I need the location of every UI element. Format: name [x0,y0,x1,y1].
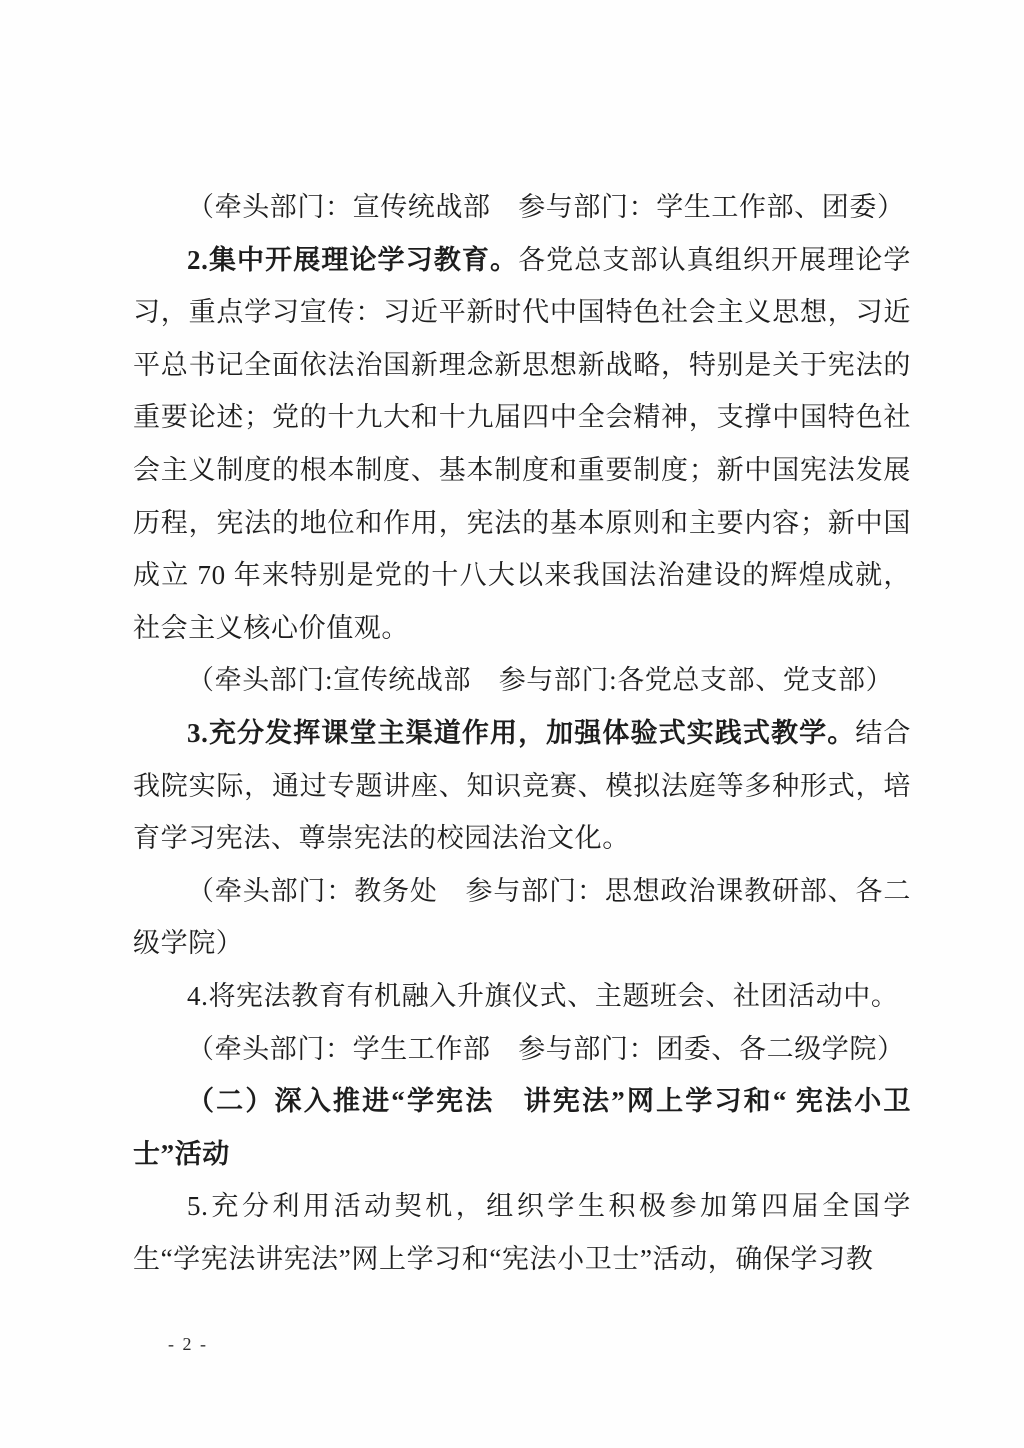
body-paragraph [133,970,911,1023]
dept-line [133,1023,911,1076]
dept-line-text: （牵头部门：学生工作部 参与部门：团委、各二级学院） [187,1033,905,1064]
document-body [133,181,911,1285]
dept-line-text: （牵头部门：教务处 参与部门：思想政治课教研部、各二级学院） [133,875,911,959]
body-paragraph [133,707,911,865]
body-paragraph [133,1180,911,1285]
section-heading [133,1075,911,1180]
paragraph-lead-bold: 2.集中开展理论学习教育。 [187,244,519,275]
paragraph-text: 各党总支部认真组织开展理论学习，重点学习宣传：习近平新时代中国特色社会主义思想，习近平总书记全面依法治国新理念新思想新战略，特别是关于宪法的重要论述；党的十九大和十九届四中全会精神，支撑中国特色社会主义制度的根本制度、基本制度和重要制度；新中国宪法发展历程，宪法的地位和作用，宪法的基本原则和主要内容；新中国成立 70 年来特别是党的十八大以来我国法治建设的辉煌成就，社会主义核心价值观。 [133,244,911,643]
paragraph-lead-bold: 3.充分发挥课堂主渠道作用，加强体验式实践式教学。 [187,717,856,748]
dept-line [133,865,911,970]
dept-line [133,654,911,707]
dept-line-text: （牵头部门：宣传统战部 参与部门：学生工作部、团委） [187,192,905,222]
body-paragraph [133,234,911,655]
dept-line-text: （牵头部门:宣传统战部 参与部门:各党总支部、党支部） [187,665,894,696]
paragraph-text: 5.充分利用活动契机，组织学生积极参加第四届全国学生“学宪法讲宪法”网上学习和“宪法小卫士”活动，确保学习教 [133,1191,911,1274]
section-heading-text: （二）深入推进“学宪法 讲宪法”网上学习和“ 宪法小卫士”活动 [133,1086,911,1169]
paragraph-text: 4.将宪法教育有机融入升旗仪式、主题班会、社团活动中。 [187,980,899,1011]
page-number: - 2 - [168,1334,208,1354]
paragraph-text: 结合我院实际，通过专题讲座、知识竞赛、模拟法庭等多种形式，培育学习宪法、尊崇宪法的校园法治文化。 [133,717,911,854]
dept-line [133,181,911,234]
